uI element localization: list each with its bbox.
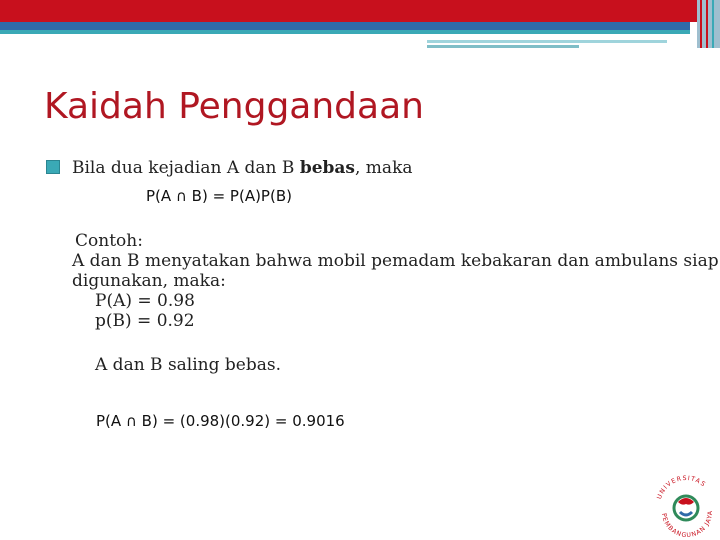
example-heading: Contoh: — [75, 231, 143, 251]
header-blue-bar — [0, 22, 690, 30]
header-right-stripe — [700, 0, 702, 48]
header-right-stripe — [712, 0, 714, 48]
header-red-bar — [0, 0, 720, 22]
bullet-text-after: , maka — [355, 158, 413, 178]
example-conclusion: A dan B saling bebas. — [95, 355, 282, 375]
header-deco-line-short — [427, 45, 579, 48]
university-logo — [650, 462, 720, 540]
example-block — [72, 231, 719, 375]
example-line-2: digunakan, maka: — [72, 271, 226, 291]
example-line-1: A dan B menyatakan bahwa mobil pemadam kebakaran dan ambulans siap — [72, 251, 719, 271]
slide-title: Kaidah Penggandaan — [44, 86, 424, 127]
header-right-stripe — [706, 0, 708, 48]
spacer — [72, 331, 682, 355]
bullet-text-bold: bebas — [299, 158, 355, 178]
probability-b: p(B) = 0.92 — [95, 311, 195, 331]
header-deco-line — [427, 40, 667, 43]
bullet-text-before: Bila dua kejadian A dan B — [72, 158, 300, 178]
probability-a: P(A) = 0.98 — [95, 291, 195, 311]
multiplication-rule-formula: P(A ∩ B) = P(A)P(B) — [146, 187, 292, 205]
header-teal-bar — [0, 30, 690, 34]
bullet-point — [46, 158, 413, 178]
svg-text:UNIVERSITAS: UNIVERSITAS — [655, 474, 708, 501]
svg-text:PEMBANGUNAN JAYA: PEMBANGUNAN JAYA — [659, 509, 715, 540]
result-formula: P(A ∩ B) = (0.98)(0.92) = 0.9016 — [96, 412, 345, 430]
square-bullet-icon — [46, 160, 60, 174]
